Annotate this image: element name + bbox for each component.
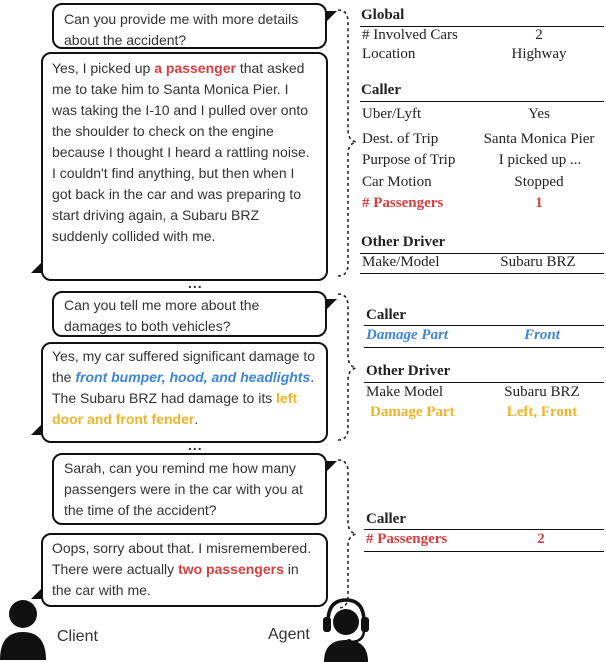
highlight-passenger: a passenger — [154, 60, 236, 76]
bubble-tail — [31, 261, 43, 273]
other-model-value: Subaru BRZ — [500, 254, 576, 270]
agent-question-3 — [52, 453, 327, 525]
answer-text: Yes, I picked up — [52, 60, 155, 76]
divider — [360, 101, 604, 102]
caller-dest-value: Santa Monica Pier — [483, 131, 595, 147]
caller-uber-label: Uber/Lyft — [362, 106, 422, 122]
panel1-caller-title: Caller — [361, 82, 401, 98]
global-location-value: Highway — [511, 46, 567, 62]
ellipsis: ... — [188, 275, 203, 291]
global-location-label: Location — [362, 46, 416, 62]
panel2-caller-title: Caller — [366, 307, 406, 323]
panel2-damage-label: Damage Part — [366, 327, 449, 343]
question-text: Can you tell me more about the damages to both vehicles? — [64, 297, 260, 334]
panel1-global-title: Global — [361, 7, 405, 23]
divider — [364, 382, 604, 383]
panel3-passengers-label: # Passengers — [366, 531, 448, 547]
panel3-caller-title: Caller — [366, 511, 406, 527]
divider — [364, 529, 604, 530]
highlight-left-damage: left door and front fender — [52, 390, 298, 427]
agent-question-2 — [52, 291, 327, 337]
panel3-passengers-value: 2 — [537, 531, 545, 547]
brace-2 — [336, 292, 358, 442]
answer-text: Yes, my car suffered significant damage to the — [52, 348, 316, 385]
caller-motion-label: Car Motion — [362, 174, 432, 190]
caller-uber-value: Yes — [528, 106, 550, 122]
panel2-model-value: Subaru BRZ — [504, 384, 580, 400]
answer-text-end: . — [194, 411, 199, 427]
caller-passengers-label: # Passengers — [362, 195, 444, 211]
brace-1 — [336, 8, 358, 278]
client-label: Client — [57, 628, 98, 645]
bubble-tail — [31, 423, 43, 435]
answer-text-cont: that asked me to take him to Santa Monica Pier. I was taking the I-10 and I pulled over onto the shoulder to check on the engine because I thought I heard a rattling noise. I couldn't find anything, but then when I got back in the car and was preparing to start driving again, a Subaru BRZ suddenly collided with me. — [52, 60, 310, 244]
ellipsis: ... — [188, 437, 203, 453]
caller-passengers-value: 1 — [535, 195, 543, 211]
client-answer-2 — [41, 342, 328, 443]
client-answer-1 — [41, 52, 328, 281]
caller-dest-label: Dest. of Trip — [362, 131, 439, 147]
panel2-model-label: Make Model — [366, 384, 444, 400]
highlight-two-passengers: two passengers — [178, 561, 284, 577]
question-text: Can you provide me with more details about the accident? — [64, 11, 299, 48]
divider — [364, 347, 604, 348]
client-icon — [0, 598, 50, 662]
panel2-other-title: Other Driver — [366, 363, 451, 379]
panel2-damage-value: Front — [524, 327, 560, 343]
caller-motion-value: Stopped — [514, 174, 564, 190]
answer-text: Oops, sorry about that. I misremembered. There were actually — [52, 540, 312, 577]
panel2-other-damage-value: Left, Front — [506, 404, 578, 420]
divider — [364, 551, 604, 552]
highlight-front-damage: front bumper, hood, and headlights — [75, 369, 311, 385]
global-cars-label: # Involved Cars — [362, 27, 458, 43]
answer-text-end: in the car with me. — [52, 561, 299, 598]
caller-purpose-value: I picked up ... — [498, 152, 582, 168]
client-answer-3 — [41, 533, 328, 607]
global-cars-value: 2 — [535, 27, 543, 43]
agent-label: Agent — [268, 626, 310, 643]
question-text: Sarah, can you remind me how many passengers were in the car with you at the time of the accident? — [64, 460, 303, 518]
agent-question-1 — [52, 3, 327, 49]
caller-purpose-label: Purpose of Trip — [362, 152, 456, 168]
divider — [360, 273, 604, 274]
other-model-label: Make/Model — [362, 254, 440, 270]
panel1-other-title: Other Driver — [361, 234, 446, 250]
brace-3 — [336, 458, 358, 610]
panel2-other-damage-label: Damage Part — [370, 404, 455, 420]
answer-text-mid: . The Subaru BRZ had damage to its — [52, 369, 315, 406]
divider — [364, 325, 604, 326]
